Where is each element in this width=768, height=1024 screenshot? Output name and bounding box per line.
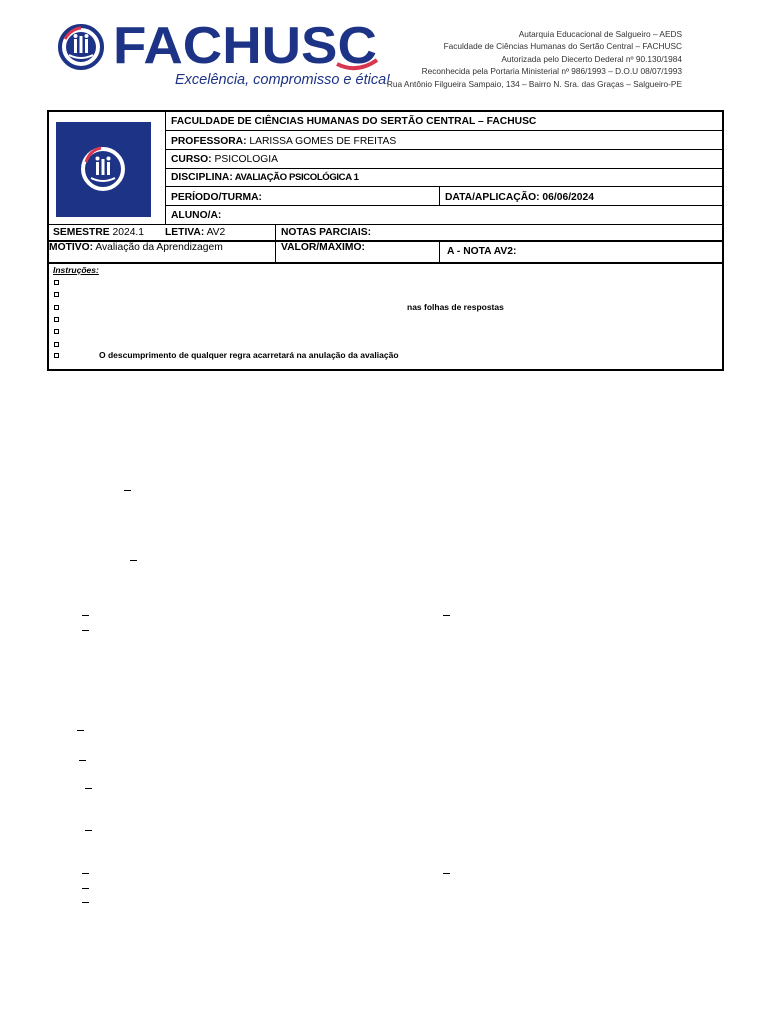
grade-av2-label: A - NOTA AV2: <box>447 246 517 257</box>
semester-label: SEMESTRE <box>53 227 110 238</box>
blank-dash <box>85 788 92 789</box>
letiva-row <box>161 227 225 239</box>
bullet-icon <box>54 353 59 358</box>
blank-dash <box>124 490 131 491</box>
blank-dash <box>82 873 89 874</box>
max-value-label: VALOR/MÁXIMO: <box>281 242 365 253</box>
semester-row <box>49 227 144 239</box>
bullet-icon <box>54 305 59 310</box>
partial-grades-label: NOTAS PARCIAIS: <box>281 227 372 238</box>
blank-dash <box>82 888 89 889</box>
institution-info <box>387 28 682 90</box>
instructions-title: Instruções: <box>53 265 99 275</box>
institution-name: FACULDADE DE CIÊNCIAS HUMANAS DO SERTÃO CENTRAL – FACHUSC <box>171 116 537 127</box>
fachusc-emblem-icon <box>56 122 151 217</box>
bullet-icon <box>54 292 59 297</box>
exam-header-form <box>47 110 724 371</box>
application-date: DATA/APLICAÇÃO: 06/06/2024 <box>445 192 594 203</box>
course-label: CURSO: <box>171 154 212 165</box>
blank-dash <box>79 760 86 761</box>
bullet-icon <box>54 280 59 285</box>
blank-dash <box>130 560 137 561</box>
blank-dash <box>82 902 89 903</box>
blank-dash <box>82 630 89 631</box>
bullet-icon <box>54 342 59 347</box>
blank-dash <box>82 615 89 616</box>
reason-value: Avaliação da Aprendizagem <box>93 242 223 253</box>
brand-tagline: Excelência, compromisso e ética! <box>175 72 391 88</box>
letiva-value: AV2 <box>204 227 226 238</box>
semester-value: 2024.1 <box>109 227 145 238</box>
blank-dash <box>77 730 84 731</box>
blank-dash <box>443 615 450 616</box>
brand-wordmark: FACHUSC <box>113 17 377 75</box>
professor-label: PROFESSORA: <box>171 136 247 147</box>
course-value: PSICOLOGIA <box>211 154 279 165</box>
institution-line: Faculdade de Ciências Humanas do Sertão Central – FACHUSC <box>443 41 682 52</box>
course-row <box>167 154 278 166</box>
discipline-row <box>167 172 359 184</box>
period-label: PERÍODO/TURMA: <box>171 192 262 203</box>
student-label: ALUNO/A: <box>171 210 222 221</box>
instruction-rule: O descumprimento de qualquer regra acarretará na anulação da avaliação <box>99 350 399 360</box>
professor-row <box>167 136 396 148</box>
fachusc-emblem-icon <box>57 23 105 71</box>
institution-line: Rua Antônio Filgueira Sampaio, 134 – Bairro N. Sra. das Graças – Salgueiro-PE <box>386 78 682 89</box>
letiva-label: LETIVA: <box>165 227 205 238</box>
bullet-icon <box>54 329 59 334</box>
form-logo <box>56 122 151 217</box>
discipline-value: AVALIAÇÃO PSICOLÓGICA 1 <box>232 172 359 183</box>
institution-line: Autarquia Educacional de Salgueiro – AEDS <box>518 29 682 39</box>
bullet-icon <box>54 317 59 322</box>
instruction-answer-sheets: nas folhas de respostas <box>407 302 504 312</box>
reason-row <box>49 242 223 254</box>
professor-value: LARISSA GOMES DE FREITAS <box>246 136 397 147</box>
discipline-label: DISCIPLINA: <box>171 172 233 183</box>
blank-dash <box>443 873 450 874</box>
reason-label: MOTIVO: <box>49 242 94 253</box>
blank-dash <box>85 830 92 831</box>
institution-line: Reconhecida pela Portaria Ministerial nº 986/1993 – D.O.U 08/07/1993 <box>421 66 682 77</box>
institution-line: Autorizada pelo Diecerto Dederal nº 90.130/1984 <box>501 53 682 64</box>
brand-swoosh-icon <box>335 30 385 75</box>
